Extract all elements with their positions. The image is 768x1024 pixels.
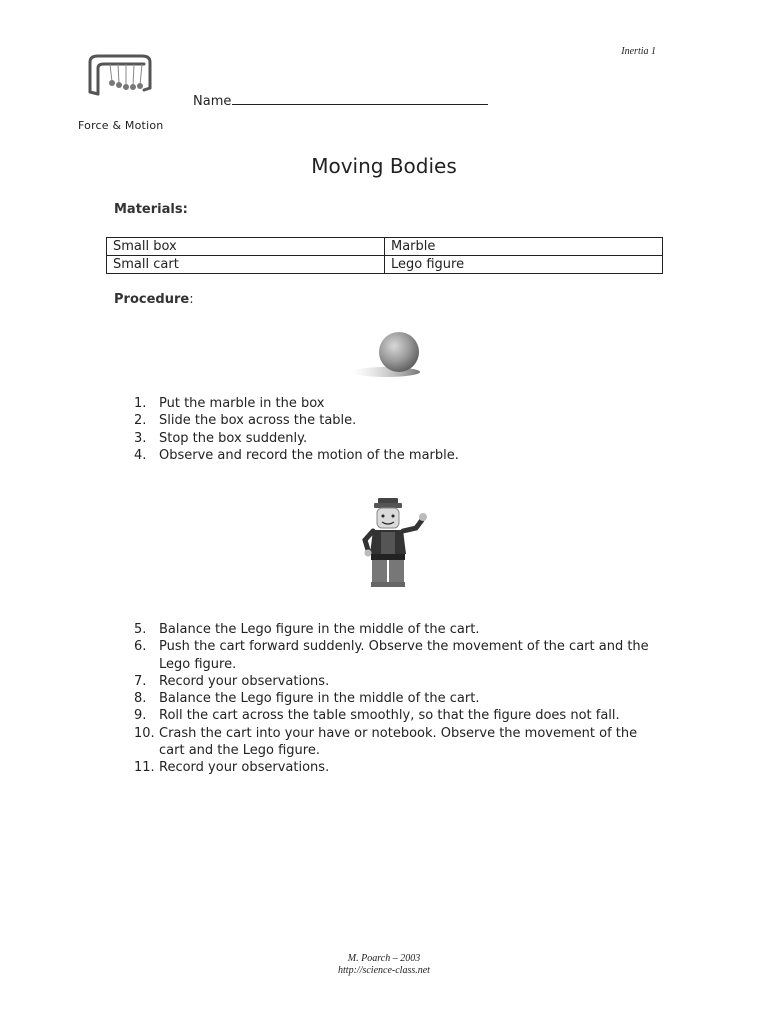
table-cell: Lego figure (385, 256, 663, 274)
list-item (134, 725, 654, 760)
procedure-steps-part2 (134, 621, 654, 777)
logo-caption: Force & Motion (78, 119, 164, 132)
table-row (107, 256, 663, 274)
step-text: Record your observations. (159, 760, 330, 776)
step-number: 10. (134, 725, 155, 741)
step-text: Balance the Lego figure in the middle of the cart. (159, 622, 480, 637)
list-item (134, 447, 459, 464)
lego-figure-image (362, 496, 432, 590)
materials-table (106, 237, 663, 274)
step-number: 6. (134, 639, 147, 655)
step-text: Put the marble in the box (159, 396, 325, 411)
step-text: Observe and record the motion of the marble. (159, 447, 459, 463)
name-blank-line[interactable] (232, 92, 488, 105)
footer-author: M. Poarch – 2003 (347, 953, 421, 964)
table-cell: Small cart (107, 256, 385, 274)
list-item (134, 690, 654, 707)
step-text: Push the cart forward suddenly. Observe the movement of the cart and the Lego figure. (159, 639, 649, 672)
table-cell: Small box (107, 238, 385, 256)
step-number: 9. (134, 708, 147, 724)
step-number: 3. (134, 430, 147, 446)
list-item (134, 759, 654, 776)
step-text: Stop the box suddenly. (159, 430, 308, 446)
list-item (134, 621, 654, 638)
step-number: 11. (134, 760, 155, 776)
step-text: Balance the Lego figure in the middle of the cart. (159, 691, 480, 707)
newtons-cradle-logo (78, 52, 168, 116)
page-tag: Inertia 1 (621, 46, 656, 57)
step-number: 8. (134, 691, 147, 707)
step-number: 4. (134, 447, 147, 463)
table-row (107, 238, 663, 256)
list-item (134, 430, 459, 447)
list-item (134, 412, 459, 429)
step-number: 2. (134, 413, 147, 429)
procedure-steps-part1 (134, 395, 459, 464)
name-label: Name (193, 94, 232, 109)
name-field[interactable] (193, 92, 488, 109)
list-item (134, 673, 654, 690)
list-item (134, 638, 654, 673)
step-text: Slide the box across the table. (159, 413, 357, 429)
table-cell: Marble (385, 238, 663, 256)
list-item (134, 707, 654, 724)
step-number: 1. (134, 396, 147, 411)
step-number: 7. (134, 673, 147, 689)
step-text: Crash the cart into your have or notebook. Observe the movement of the cart and the Lego figure. (159, 725, 638, 759)
footer-url: http://science-class.net (338, 965, 430, 976)
list-item (134, 395, 459, 412)
procedure-label: Procedure (114, 292, 190, 307)
materials-heading: Materials: (114, 202, 188, 217)
step-number: 5. (134, 622, 147, 637)
procedure-heading (114, 292, 194, 307)
step-text: Record your observations. (159, 673, 330, 689)
procedure-colon: : (189, 292, 194, 307)
step-text: Roll the cart across the table smoothly, so that the figure does not fall. (159, 708, 620, 724)
page-title: Moving Bodies (311, 154, 457, 178)
marble-image (350, 324, 422, 380)
